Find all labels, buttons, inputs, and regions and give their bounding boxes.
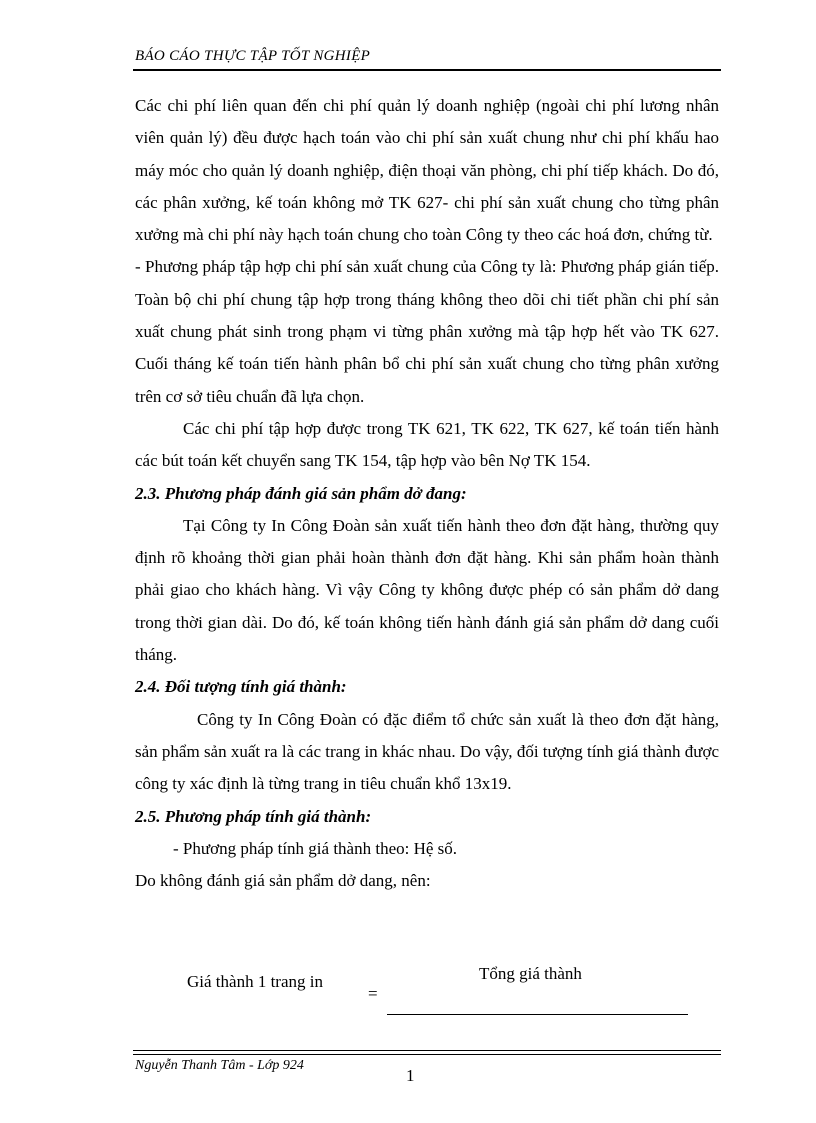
header-title: BÁO CÁO THỰC TẬP TỐT NGHIỆP [135,48,371,64]
section-heading-2-4: 2.4. Đối tượng tính giá thành: [135,677,347,697]
cost-formula [135,958,719,1028]
paragraph-indirect-costs: Các chi phí liên quan đến chi phí quản lý doanh nghiệp (ngoài chi phí lương nhân viên quản lý) đều được hạch toán vào chi phí sản xuất chung như chi phí khấu hao máy móc cho quản lý doanh nghiệp, điện thoại văn phòng, chi phí tiếp khách. Do đó, các phân xưởng, kế toán không mở TK 627- chi phí sản xuất chung cho từng phân xưởng mà chi phí này hạch toán chung cho toàn Công ty theo các hoá đơn, chứng từ. [135,96,719,245]
section-heading-2-5: 2.5. Phương pháp tính giá thành: [135,806,372,826]
footer-rule-top [133,1050,721,1051]
footer-rule-bottom [133,1054,721,1055]
formula-lhs: Giá thành 1 trang in [187,972,323,991]
paragraph-allocation-method: - Phương pháp tập hợp chi phí sản xuất chung của Công ty là: Phương pháp gián tiếp. Toàn bộ chi phí chung tập hợp trong tháng không theo dõi chi tiết phần chi phí sản xuất chung phát sinh trong phạm vi từng phân xưởng mà tập hợp hết vào TK 627. Cuối tháng kế toán tiến hành phân bổ chi phí sản xuất chung cho từng phân xưởng trên cơ sở tiêu chuẩn đã lựa chọn. [135,257,719,406]
paragraph-formula-intro: Do không đánh giá sản phẩm dở dang, nên: [135,871,431,891]
page-number: 1 [406,1066,415,1085]
section-heading-2-3: 2.3. Phương pháp đánh giá sản phẩm dở đang: [135,483,467,503]
paragraph-costing-object: Công ty In Công Đoàn có đặc điểm tổ chức sản xuất là theo đơn đặt hàng, sản phẩm sản xuất ra là các trang in khác nhau. Do vậy, đối tượng tính giá thành được công ty xác định là từng trang in tiêu chuẩn khổ 13x19. [135,709,719,794]
formula-numerator: Tổng giá thành [479,964,582,983]
paragraph-transfer-entries: Các chi phí tập hợp được trong TK 621, TK 622, TK 627, kế toán tiến hành các bút toán kết chuyển sang TK 154, tập hợp vào bên Nợ TK 154. [135,418,719,471]
paragraph-wip-evaluation: Tại Công ty In Công Đoàn sản xuất tiến hành theo đơn đặt hàng, thường quy định rõ khoảng thời gian phải hoàn thành đơn đặt hàng. Khi sản phẩm hoàn thành phải giao cho khách hàng. Vì vậy Công ty không được phép có sản phẩm dở dang trong thời gian dài. Do đó, kế toán không tiến hành đánh giá sản phẩm dở dang cuối tháng. [135,515,719,665]
footer-author: Nguyễn Thanh Tâm - Lớp 924 [135,1058,304,1073]
document-body [135,90,719,897]
paragraph-coefficient-method: - Phương pháp tính giá thành theo: Hệ số. [173,838,458,858]
header-rule [133,69,721,71]
formula-equals-sign: = [368,984,378,1003]
fraction-bar [387,1014,688,1015]
